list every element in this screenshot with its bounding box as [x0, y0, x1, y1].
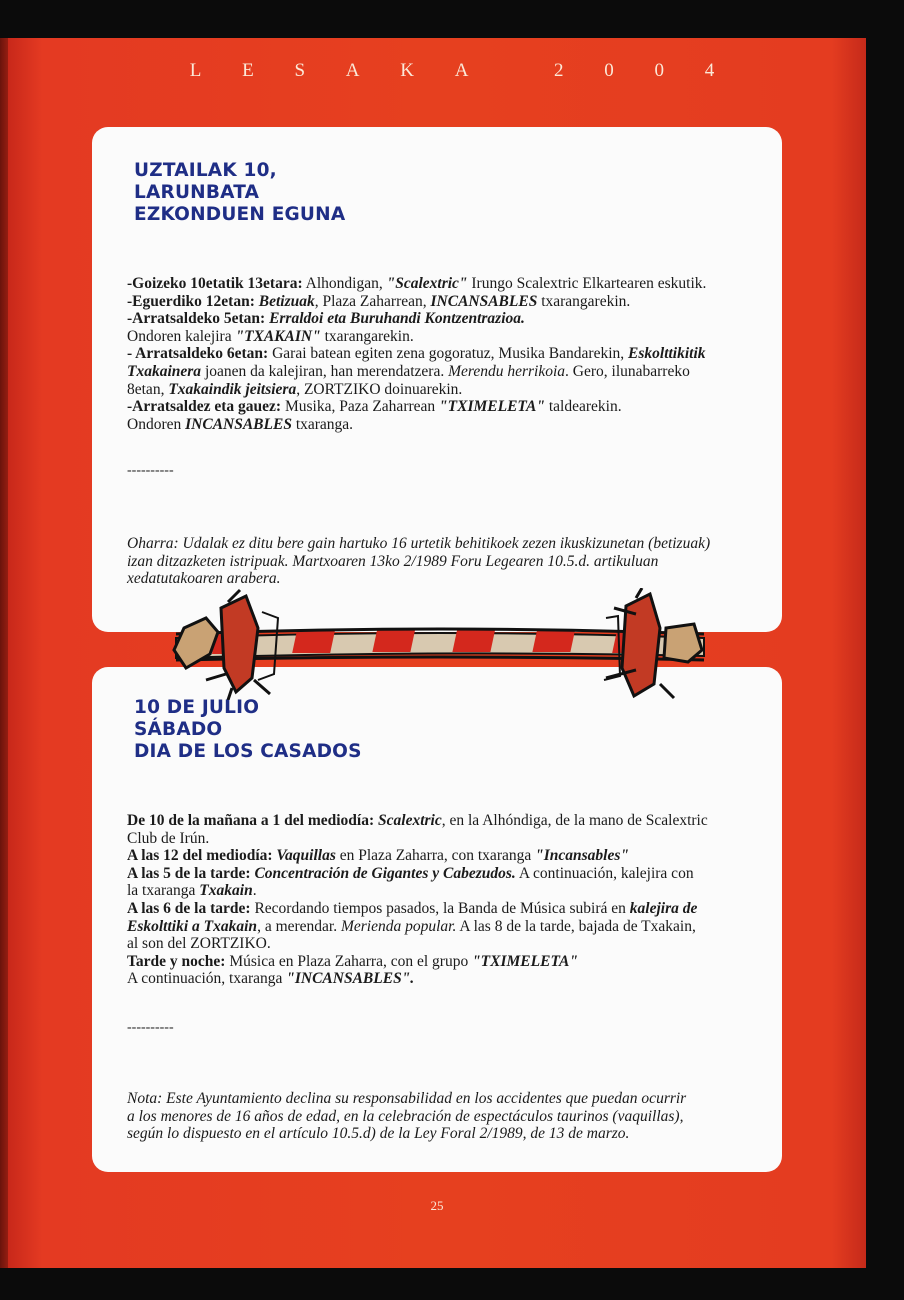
header-letter: A	[345, 60, 360, 81]
heading-line: DIA DE LOS CASADOS	[134, 741, 362, 762]
header-digit: 0	[604, 60, 614, 81]
schedule-line	[127, 830, 772, 848]
schedule-line	[127, 970, 772, 988]
schedule-text: joanen da kalejiran, han merendatzera.	[201, 362, 449, 380]
schedule-text: Música en Plaza Zaharra, con el grupo	[225, 952, 473, 970]
spanish-program-card	[92, 667, 782, 1172]
schedule-text: INCANSABLES	[430, 292, 538, 310]
note-line: a los menores de 16 años de edad, en la celebración de espectáculos taurinos (vaquillas),	[127, 1107, 684, 1125]
page-number: 25	[430, 1198, 444, 1213]
basque-note	[127, 535, 777, 588]
header-digit: 4	[704, 60, 715, 81]
basque-schedule	[127, 275, 772, 433]
schedule-text: Txakain	[199, 882, 253, 900]
schedule-text: De 10 de la mañana a 1 del mediodía:	[127, 812, 375, 829]
header-letter: S	[294, 60, 306, 81]
heading-line: UZTAILAK 10,	[134, 160, 277, 181]
schedule-text: Garai batean egiten zena gogoratuz, Musika Bandarekin,	[268, 345, 629, 363]
sash-right-knot	[604, 588, 702, 698]
schedule-text: Ondoren kalejira	[127, 327, 236, 345]
schedule-text: txarangarekin.	[320, 327, 414, 345]
schedule-line	[127, 812, 772, 830]
schedule-text: Eskolttiki a Txakain	[127, 917, 258, 935]
schedule-text: A las 12 del mediodía:	[127, 847, 273, 865]
schedule-line	[127, 328, 772, 346]
schedule-text: A continuación, txaranga	[127, 970, 287, 988]
schedule-text: Eskolttikitik	[628, 345, 706, 363]
schedule-text: Irungo Scalextric Elkartearen eskutik.	[467, 275, 707, 292]
schedule-line	[127, 363, 772, 381]
schedule-text: "TXIMELETA"	[439, 398, 545, 416]
schedule-text: taldearekin.	[544, 398, 622, 416]
schedule-text: INCANSABLES	[185, 415, 292, 433]
header-letter: E	[242, 60, 254, 81]
schedule-text: -Arratsaldeko 5etan:	[127, 310, 266, 328]
schedule-text: Concentración de Gigantes y Cabezudos.	[254, 864, 516, 882]
note-line: según lo dispuesto en el artículo 10.5.d) de la Ley Foral 2/1989, de 13 de marzo.	[127, 1125, 630, 1143]
page-header	[0, 60, 904, 82]
schedule-text: Merienda popular.	[340, 917, 457, 935]
note-line: Nota: Este Ayuntamiento declina su responsabilidad en los accidentes que puedan ocurrir	[127, 1090, 687, 1107]
schedule-text: , a merendar.	[257, 917, 341, 935]
schedule-line	[127, 900, 772, 918]
schedule-line	[127, 847, 772, 865]
header-digit: 0	[654, 60, 664, 81]
schedule-text: -Eguerdiko 12etan:	[127, 292, 255, 310]
schedule-text: , Plaza Zaharrean,	[314, 292, 431, 310]
schedule-text: Club de Irún.	[127, 829, 210, 847]
schedule-text: Txakainera	[127, 362, 202, 380]
schedule-text: -Goizeko 10etatik 13etara:	[127, 275, 303, 292]
schedule-text: Vaquillas	[276, 847, 336, 865]
note-line: Oharra: Udalak ez ditu bere gain hartuko 16 urtetik behitikoek zezen ikuskizunetan (betizuak)	[127, 535, 711, 552]
schedule-line	[127, 953, 772, 971]
basque-heading	[134, 160, 345, 226]
header-letter: L	[189, 60, 202, 81]
schedule-text: en Plaza Zaharra, con txaranga	[335, 847, 536, 865]
schedule-text: -Arratsaldez eta gauez:	[127, 398, 282, 416]
schedule-text: la txaranga	[127, 882, 200, 900]
spanish-note	[127, 1090, 777, 1143]
heading-line: LARUNBATA	[134, 182, 260, 203]
header-letter: A	[454, 60, 469, 81]
schedule-text: Ondoren	[127, 415, 186, 433]
schedule-text: Alhondigan,	[302, 275, 387, 292]
schedule-text: Betizuak	[258, 292, 315, 310]
schedule-line	[127, 293, 772, 311]
schedule-line	[127, 935, 772, 953]
spanish-heading	[134, 697, 362, 763]
schedule-text: txarangarekin.	[537, 292, 631, 310]
schedule-text: Merendu herrikoia	[448, 362, 566, 380]
schedule-text: Tarde y noche:	[127, 952, 226, 970]
schedule-line	[127, 882, 772, 900]
schedule-text: 8etan,	[127, 380, 169, 398]
schedule-line	[127, 416, 772, 434]
schedule-line	[127, 398, 772, 416]
schedule-text: - Arratsaldeko 6etan:	[127, 345, 269, 363]
spanish-schedule	[127, 812, 772, 988]
sash-illustration	[166, 588, 714, 700]
schedule-text: A las 8 de la tarde, bajada de Txakain,	[456, 917, 696, 935]
schedule-text: "TXAKAIN"	[235, 327, 321, 345]
schedule-line	[127, 381, 772, 399]
schedule-text: "INCANSABLES".	[286, 970, 415, 988]
schedule-text: .	[252, 882, 257, 900]
schedule-text: , en la Alhóndiga, de la mano de Scalextric	[441, 812, 708, 829]
note-line: izan ditzazketen istripuak. Martxoaren 13ko 2/1989 Foru Legearen 10.5.d. artikuluan	[127, 552, 659, 570]
schedule-text: Txakaindik jeitsiera	[168, 380, 297, 398]
note-line: xedatutakoaren arabera.	[127, 570, 281, 588]
separator: ----------	[127, 1020, 174, 1035]
schedule-text: Recordando tiempos pasados, la Banda de Música subirá en	[250, 899, 630, 917]
basque-program-card	[92, 127, 782, 632]
schedule-line	[127, 345, 772, 363]
schedule-text: Musika, Paza Zaharrean	[281, 398, 440, 416]
header-letter: K	[400, 60, 415, 81]
schedule-text: "Scalextric"	[386, 275, 468, 292]
schedule-text: A continuación, kalejira con	[515, 864, 694, 882]
schedule-text: txaranga.	[291, 415, 354, 433]
separator: ----------	[127, 463, 174, 478]
heading-line: SÁBADO	[134, 719, 223, 740]
header-digit: 2	[554, 60, 564, 81]
schedule-line	[127, 310, 772, 328]
schedule-line	[127, 918, 772, 936]
schedule-text: Erraldoi eta Buruhandi Kontzentrazioa.	[269, 310, 525, 328]
schedule-text: "TXIMELETA"	[472, 952, 579, 970]
schedule-text: A las 6 de la tarde:	[127, 899, 251, 917]
schedule-text: A las 5 de la tarde:	[127, 864, 251, 882]
heading-line: 10 DE JULIO	[134, 697, 260, 718]
schedule-line	[127, 865, 772, 883]
schedule-text: al son del ZORTZIKO.	[127, 935, 271, 953]
schedule-text: kalejira de	[629, 899, 698, 917]
schedule-text: . Gero, ilunabarreko	[565, 362, 690, 380]
schedule-line	[127, 275, 772, 293]
heading-line: EZKONDUEN EGUNA	[134, 204, 346, 225]
schedule-text: Scalextric	[378, 812, 442, 829]
schedule-text: "Incansables"	[535, 847, 629, 865]
schedule-text: , ZORTZIKO doinuarekin.	[296, 380, 463, 398]
